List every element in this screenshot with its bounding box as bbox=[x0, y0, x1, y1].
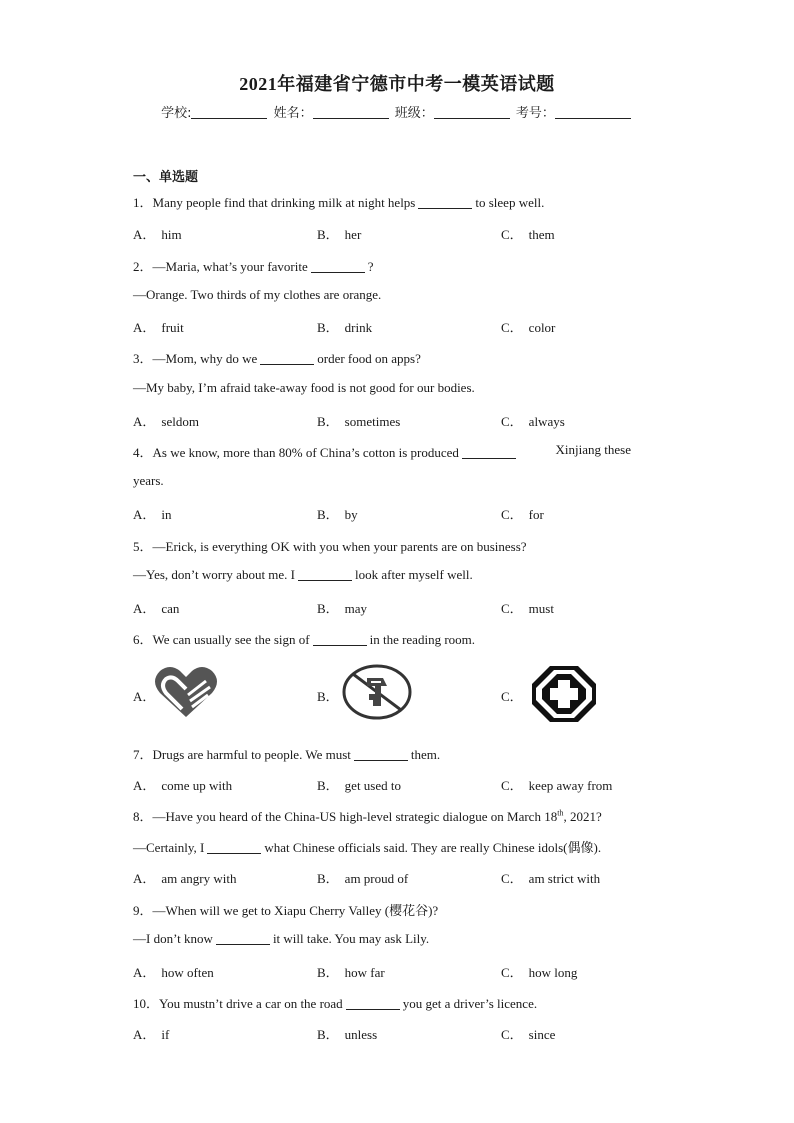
question-9-line2: —I don’t know it will take. You may ask Lily. bbox=[133, 931, 430, 946]
question-text: to sleep well. bbox=[475, 195, 545, 210]
answer-blank[interactable] bbox=[311, 260, 365, 273]
question-4: 4．As we know, more than 80% of China’s cotton is produced Xinjiang these bbox=[133, 442, 631, 460]
answer-blank[interactable] bbox=[346, 997, 400, 1010]
question-5: 5．—Erick, is everything OK with you when your parents are on business? bbox=[133, 539, 527, 554]
question-text: —When will we get to Xiapu Cherry Valley (樱花谷)? bbox=[152, 903, 439, 918]
question-8: 8．—Have you heard of the China-US high-level strategic dialogue on March 18th, 2021? bbox=[133, 808, 602, 824]
option-b[interactable]: B． sometimes bbox=[317, 414, 401, 429]
page-title: 2021年福建省宁德市中考一模英语试题 bbox=[239, 74, 555, 94]
question-text: We can usually see the sign of bbox=[152, 632, 310, 647]
section-title: 一、单选题 bbox=[133, 170, 199, 185]
heart-hand-icon[interactable] bbox=[152, 663, 220, 721]
option-a[interactable]: A． come up with bbox=[133, 778, 233, 793]
option-b[interactable]: B． how far bbox=[317, 965, 385, 980]
option-c[interactable]: C． must bbox=[501, 601, 554, 616]
option-a[interactable]: A． in bbox=[133, 507, 172, 522]
answer-blank[interactable] bbox=[418, 196, 472, 209]
question-3: 3．—Mom, why do we order food on apps? bbox=[133, 351, 421, 366]
options-5 bbox=[133, 598, 653, 616]
class-label: 班级： bbox=[394, 106, 434, 121]
option-b[interactable]: B． am proud of bbox=[317, 871, 409, 886]
question-text: —Have you heard of the China-US high-level strategic dialogue on March 18 bbox=[152, 809, 558, 824]
option-c[interactable]: C． color bbox=[501, 320, 556, 335]
options-9 bbox=[133, 962, 653, 980]
question-2-line2: —Orange. Two thirds of my clothes are orange. bbox=[133, 287, 382, 302]
question-10: 10．You mustn’t drive a car on the road you get a driver’s licence. bbox=[133, 996, 538, 1011]
answer-blank[interactable] bbox=[462, 446, 516, 459]
options-7 bbox=[133, 775, 653, 793]
question-text: As we know, more than 80% of China’s cotton is produced bbox=[152, 445, 459, 460]
option-a[interactable]: A． if bbox=[133, 1027, 170, 1042]
option-b[interactable]: B． by bbox=[317, 507, 358, 522]
option-c[interactable]: C． keep away from bbox=[501, 778, 613, 793]
question-number: 1． bbox=[133, 195, 153, 210]
school-field[interactable] bbox=[191, 105, 267, 119]
answer-blank[interactable] bbox=[354, 748, 408, 761]
quiet-sign-icon[interactable] bbox=[341, 664, 413, 720]
options-10 bbox=[133, 1024, 653, 1042]
option-c[interactable]: C． them bbox=[501, 227, 555, 242]
option-b[interactable]: B． unless bbox=[317, 1027, 378, 1042]
question-text: Many people find that drinking milk at night helps bbox=[152, 195, 416, 210]
question-5-line2: —Yes, don’t worry about me. I look after myself well. bbox=[133, 567, 473, 582]
question-3-line2: —My baby, I’m afraid take-away food is not good for our bodies. bbox=[133, 380, 475, 395]
option-b[interactable]: B． may bbox=[317, 601, 368, 616]
option-c[interactable]: C． am strict with bbox=[501, 871, 601, 886]
question-6: 6．We can usually see the sign of in the reading room. bbox=[133, 632, 476, 647]
option-a[interactable]: A． how often bbox=[133, 965, 214, 980]
question-text: Drugs are harmful to people. We must bbox=[152, 747, 351, 762]
question-1 bbox=[133, 192, 544, 211]
option-a[interactable]: A． can bbox=[133, 601, 180, 616]
answer-blank[interactable] bbox=[260, 352, 314, 365]
question-7: 7．Drugs are harmful to people. We must them. bbox=[133, 747, 441, 762]
question-8-line2: —Certainly, I what Chinese officials said. They are really Chinese idols(偶像). bbox=[133, 840, 602, 855]
question-4-line2: years. bbox=[133, 473, 164, 488]
number-label: 考号： bbox=[515, 106, 555, 121]
options-3 bbox=[133, 411, 653, 429]
question-text: You mustn’t drive a car on the road bbox=[159, 996, 343, 1011]
option-a[interactable]: A． seldom bbox=[133, 414, 199, 429]
option-c[interactable]: C． for bbox=[501, 507, 544, 522]
option-c[interactable]: C． since bbox=[501, 1027, 556, 1042]
option-c[interactable]: C． how long bbox=[501, 965, 578, 980]
question-text: —Mom, why do we bbox=[152, 351, 258, 366]
answer-blank[interactable] bbox=[298, 568, 352, 581]
student-info-line bbox=[0, 102, 794, 121]
question-2: 2．—Maria, what’s your favorite ? bbox=[133, 259, 374, 274]
answer-blank[interactable] bbox=[216, 932, 270, 945]
class-field[interactable] bbox=[434, 105, 510, 119]
option-b[interactable]: B． bbox=[317, 689, 339, 704]
options-8 bbox=[133, 868, 653, 886]
options-1 bbox=[133, 224, 653, 242]
option-c[interactable]: C． bbox=[501, 689, 523, 704]
option-b[interactable]: B． drink bbox=[317, 320, 373, 335]
option-b[interactable]: B． her bbox=[317, 227, 362, 242]
question-text: —Maria, what’s your favorite bbox=[152, 259, 308, 274]
name-field[interactable] bbox=[313, 105, 389, 119]
option-a[interactable]: A． him bbox=[133, 227, 182, 242]
school-label: 学校: bbox=[161, 106, 192, 121]
option-a[interactable]: A． am angry with bbox=[133, 871, 237, 886]
options-4 bbox=[133, 504, 653, 522]
option-a[interactable]: A． fruit bbox=[133, 320, 184, 335]
option-a[interactable]: A． bbox=[133, 689, 156, 704]
option-c[interactable]: C． always bbox=[501, 414, 565, 429]
question-text: —Erick, is everything OK with you when your parents are on business? bbox=[152, 539, 527, 554]
answer-blank[interactable] bbox=[207, 841, 261, 854]
name-label: 姓名： bbox=[273, 106, 313, 121]
medical-cross-icon[interactable] bbox=[530, 664, 598, 724]
number-field[interactable] bbox=[555, 105, 631, 119]
option-b[interactable]: B． get used to bbox=[317, 778, 401, 793]
answer-blank[interactable] bbox=[313, 633, 367, 646]
options-2 bbox=[133, 317, 653, 335]
question-9: 9．—When will we get to Xiapu Cherry Valley (樱花谷)? bbox=[133, 903, 439, 918]
